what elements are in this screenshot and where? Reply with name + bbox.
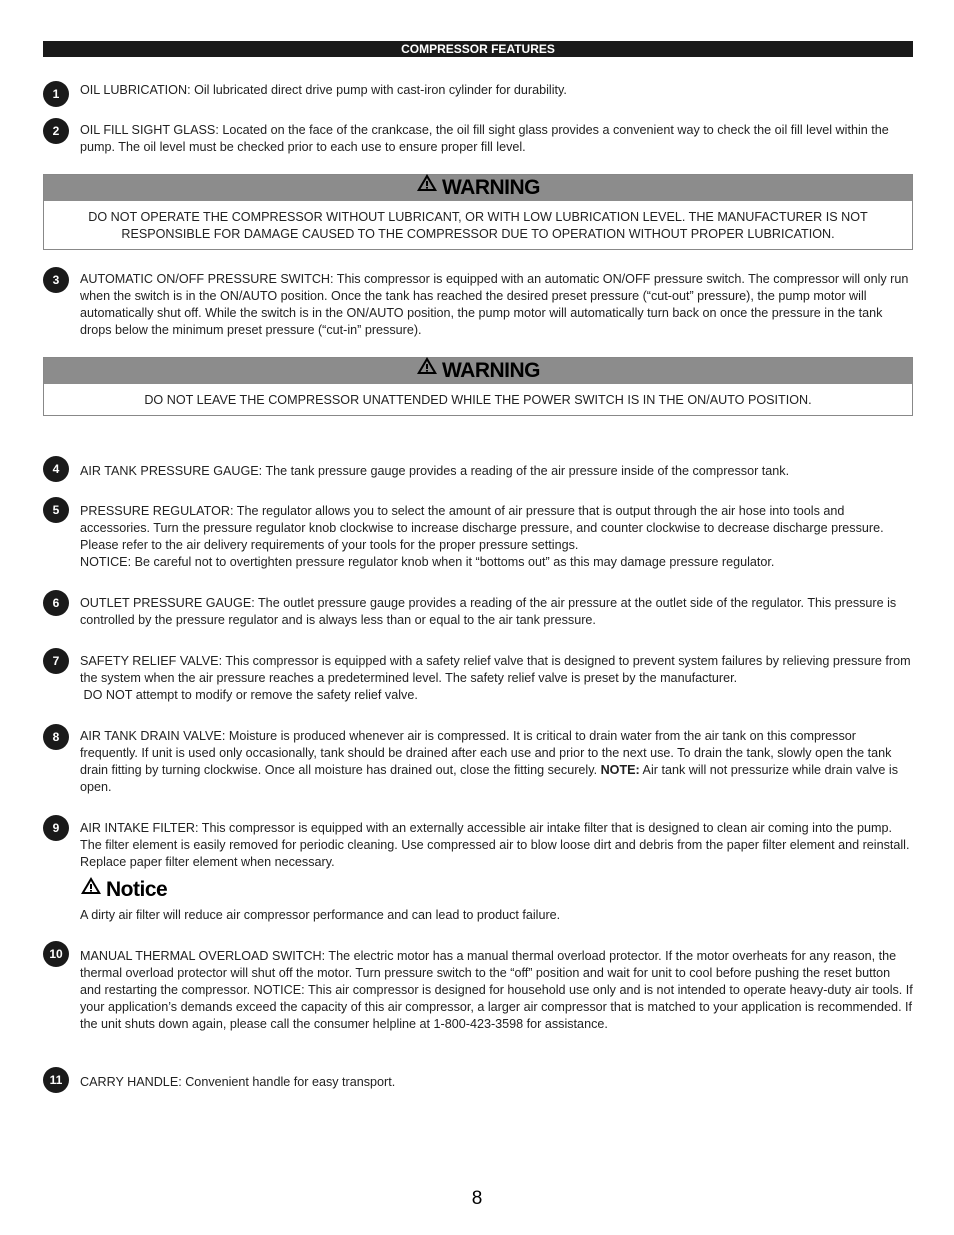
item-paragraph: AIR INTAKE FILTER: This compressor is equipped with an externally accessible air intake filter that is designed to clean air coming into the pump. The filter element is easily removed for periodic cleaning. Use compressed air to blow loose dirt and debris from the paper filter element and reinstall. Replace paper filter element when necessary. xyxy=(80,821,910,869)
item-number-badge: 3 xyxy=(43,267,69,293)
warning-header xyxy=(44,358,912,384)
item-text xyxy=(80,948,913,1033)
item-number-badge: 7 xyxy=(43,648,69,674)
item-text xyxy=(80,1074,913,1091)
warning-text: DO NOT OPERATE THE COMPRESSOR WITHOUT LUBRICANT, OR WITH LOW LUBRICATION LEVEL. THE MANUFACTURER IS NOT RESPONSIBLE FOR DAMAGE CAUSED TO THE COMPRESSOR DUE TO OPERATION WITHOUT PROPER LUBRICATION. xyxy=(44,201,912,249)
warning-header xyxy=(44,175,912,201)
item-number-badge: 6 xyxy=(43,590,69,616)
item-paragraph: CARRY HANDLE: Convenient handle for easy transport. xyxy=(80,1075,396,1089)
item-text xyxy=(80,595,913,629)
item-paragraph xyxy=(80,728,913,796)
item-paragraph: PRESSURE REGULATOR: The regulator allows you to select the amount of air pressure that is output through the air hose into tools and accessories. Turn the pressure regulator knob clockwise to increase discharge pressure, and counter clockwise to decrease discharge pressure. Please refer to the air delivery requirements of your tools for the proper pressure settings. xyxy=(80,504,884,552)
item-text xyxy=(80,82,913,99)
warning-text: DO NOT LEAVE THE COMPRESSOR UNATTENDED WHILE THE POWER SWITCH IS IN THE ON/AUTO POSITION. xyxy=(44,384,912,415)
item-paragraph: OIL LUBRICATION: Oil lubricated direct drive pump with cast-iron cylinder for durability. xyxy=(80,83,567,97)
page-number: 8 xyxy=(471,1188,483,1209)
item-paragraph: SAFETY RELIEF VALVE: This compressor is equipped with a safety relief valve that is designed to prevent system failures by relieving pressure from the system when the air pressure reaches a predetermined level. The safety relief valve is preset by the manufacturer. xyxy=(80,654,911,685)
warning-title: WARNING xyxy=(442,176,540,199)
section-header: COMPRESSOR FEATURES xyxy=(43,41,913,57)
warning-box xyxy=(43,174,913,250)
item-text xyxy=(80,271,913,339)
item-paragraph: OUTLET PRESSURE GAUGE: The outlet pressure gauge provides a reading of the air pressure at the outlet side of the regulator. This pressure is controlled by the pressure regulator and is always less than or equal to the air tank pressure. xyxy=(80,596,897,627)
item-number-badge: 2 xyxy=(43,118,69,144)
notice-text: A dirty air filter will reduce air compressor performance and can lead to product failure. xyxy=(80,908,561,922)
item-text xyxy=(80,728,913,796)
item-paragraph: OIL FILL SIGHT GLASS: Located on the face of the crankcase, the oil fill sight glass provides a convenient way to check the oil fill level within the pump. The oil level must be checked prior to each use to ensure proper fill level. xyxy=(80,123,889,154)
warning-triangle-icon xyxy=(416,356,438,382)
item-notice-paragraph: NOTICE: Be careful not to overtighten pressure regulator knob when it “bottoms out” as this may damage pressure regulator. xyxy=(80,555,775,569)
item-number-badge: 8 xyxy=(43,724,69,750)
item-text-part: Air tank will not pressurize while drain valve is open. xyxy=(80,763,899,794)
notice-header xyxy=(80,878,167,903)
item-number-badge: 10 xyxy=(43,941,69,967)
item-paragraph: AIR TANK PRESSURE GAUGE: The tank pressure gauge provides a reading of the air pressure inside of the compressor tank. xyxy=(80,464,790,478)
item-number-badge: 4 xyxy=(43,456,69,482)
notice-title: Notice xyxy=(106,878,168,902)
warning-triangle-icon xyxy=(80,876,102,901)
item-number-badge: 5 xyxy=(43,497,69,523)
item-text xyxy=(80,463,913,480)
warning-triangle-icon xyxy=(416,173,438,199)
item-paragraph: MANUAL THERMAL OVERLOAD SWITCH: The electric motor has a manual thermal overload protector. If the motor overheats for any reason, the thermal overload protector will shut off the motor. Turn pressure switch to the “off” position and wait for unit to cool before pushing the reset button and restarting the compressor. NOTICE: This air compressor is designed for household use only and is not intended to operate heavy-duty air tools. If your application’s demands exceed the capacity of this air compressor, a larger air compressor that is matched to your application is recommended. If the unit shuts down again, please call the consumer helpline at 1-800-423-3598 for assistance. xyxy=(80,949,913,1031)
item-paragraph: DO NOT attempt to modify or remove the safety relief valve. xyxy=(80,688,418,702)
item-number-badge: 9 xyxy=(43,815,69,841)
item-text xyxy=(80,820,913,871)
item-text xyxy=(80,503,913,571)
item-text-part: AIR TANK DRAIN VALVE: Moisture is produced whenever air is compressed. It is critical to drain water from the air tank on this compressor frequently. If unit is used only occasionally, tank should be drained after each use and prior to the next use. To drain the tank, slowly open the tank drain fitting by turning clockwise. Once all moisture has drained out, close the fitting securely. xyxy=(80,729,892,777)
warning-title: WARNING xyxy=(442,359,540,382)
item-paragraph: AUTOMATIC ON/OFF PRESSURE SWITCH: This compressor is equipped with an automatic ON/OFF pressure switch. The compressor will only run when the switch is in the ON/AUTO position. Once the tank has reached the desired preset pressure (“cut-out” pressure), the pump motor will automatically shut off. While the switch is in the ON/AUTO position, the pump motor will automatically turn back on once the pressure in the tank drops below the minimum preset pressure (“cut-in” pressure). xyxy=(80,272,909,337)
item-number-badge: 1 xyxy=(43,81,69,107)
item-text xyxy=(80,653,913,704)
item-text xyxy=(80,122,913,156)
warning-box xyxy=(43,357,913,416)
item-number-badge: 11 xyxy=(43,1067,69,1093)
note-label: NOTE: xyxy=(600,763,640,777)
